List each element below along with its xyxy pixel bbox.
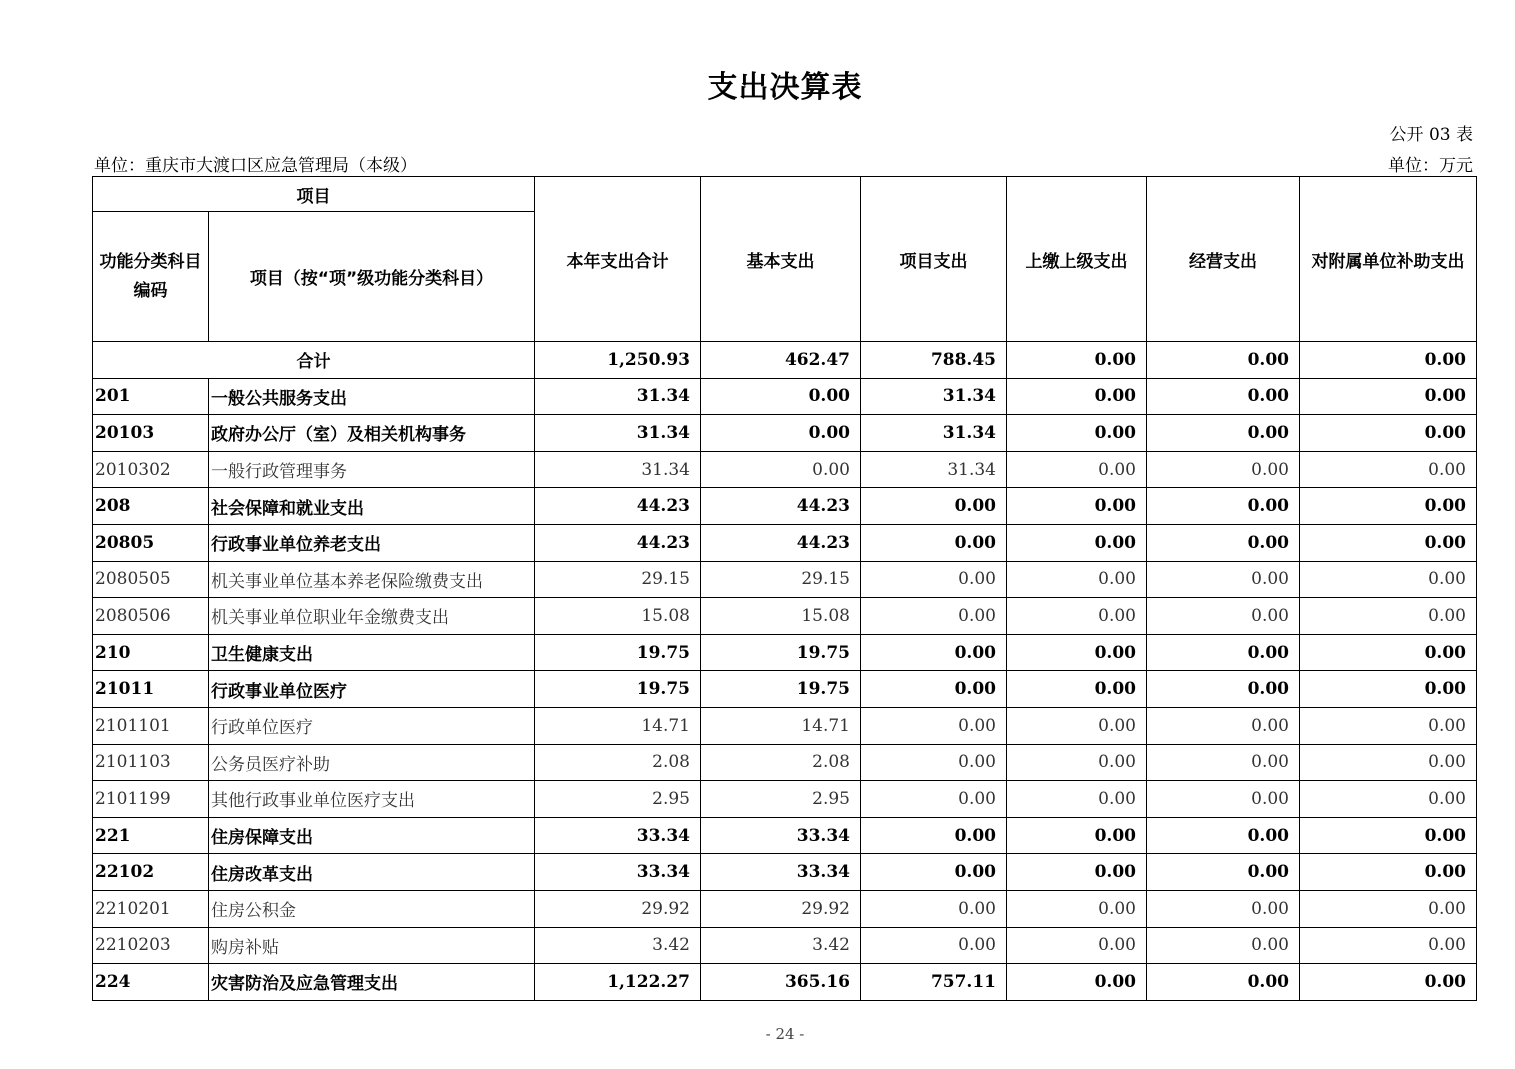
row-project-exp: 0.00 [861, 561, 1007, 598]
total-business: 0.00 [1147, 342, 1300, 379]
header-item: 项目（按“项”级功能分类科目） [209, 212, 535, 342]
row-total: 14.71 [535, 707, 701, 744]
row-total: 29.15 [535, 561, 701, 598]
row-code: 20805 [93, 524, 209, 561]
row-business: 0.00 [1147, 927, 1300, 964]
row-business: 0.00 [1147, 781, 1300, 818]
row-upper: 0.00 [1007, 781, 1147, 818]
row-upper: 0.00 [1007, 890, 1147, 927]
row-name: 公务员医疗补助 [209, 744, 535, 781]
row-code: 20103 [93, 415, 209, 452]
total-total: 1,250.93 [535, 342, 701, 379]
total-basic: 462.47 [701, 342, 861, 379]
total-subsidy: 0.00 [1300, 342, 1477, 379]
row-upper: 0.00 [1007, 524, 1147, 561]
row-name: 政府办公厅（室）及相关机构事务 [209, 415, 535, 452]
total-upper: 0.00 [1007, 342, 1147, 379]
total-project-expense: 788.45 [861, 342, 1007, 379]
row-project-exp: 0.00 [861, 854, 1007, 891]
row-code: 2101199 [93, 781, 209, 818]
row-project-exp: 0.00 [861, 524, 1007, 561]
row-basic: 14.71 [701, 707, 861, 744]
table-row [93, 598, 1477, 635]
row-basic: 19.75 [701, 671, 861, 708]
row-basic: 29.15 [701, 561, 861, 598]
row-total: 3.42 [535, 927, 701, 964]
table-row [93, 524, 1477, 561]
row-business: 0.00 [1147, 488, 1300, 525]
row-basic: 2.95 [701, 781, 861, 818]
row-basic: 44.23 [701, 488, 861, 525]
row-business: 0.00 [1147, 378, 1300, 415]
row-subsidy: 0.00 [1300, 451, 1477, 488]
row-basic: 15.08 [701, 598, 861, 635]
header-project-expense: 项目支出 [861, 177, 1007, 342]
header-subsidy: 对附属单位补助支出 [1300, 177, 1477, 342]
row-project-exp: 0.00 [861, 744, 1007, 781]
row-project-exp: 0.00 [861, 634, 1007, 671]
table-row [93, 854, 1477, 891]
row-code: 2101101 [93, 707, 209, 744]
table-row [93, 817, 1477, 854]
row-upper: 0.00 [1007, 707, 1147, 744]
row-project-exp: 0.00 [861, 671, 1007, 708]
table-row [93, 744, 1477, 781]
table-row [93, 415, 1477, 452]
row-business: 0.00 [1147, 524, 1300, 561]
row-basic: 0.00 [701, 451, 861, 488]
unit-organization: 单位：重庆市大渡口区应急管理局（本级） [94, 156, 417, 176]
row-business: 0.00 [1147, 817, 1300, 854]
row-business: 0.00 [1147, 854, 1300, 891]
row-upper: 0.00 [1007, 634, 1147, 671]
form-number: 公开 03 表 [1389, 125, 1473, 145]
row-project-exp: 31.34 [861, 378, 1007, 415]
table-row [93, 781, 1477, 818]
row-project-exp: 31.34 [861, 415, 1007, 452]
page-title: 支出决算表 [707, 70, 863, 105]
row-subsidy: 0.00 [1300, 634, 1477, 671]
row-business: 0.00 [1147, 707, 1300, 744]
row-upper: 0.00 [1007, 744, 1147, 781]
row-subsidy: 0.00 [1300, 598, 1477, 635]
row-basic: 0.00 [701, 415, 861, 452]
row-name: 机关事业单位基本养老保险缴费支出 [209, 561, 535, 598]
row-name: 行政事业单位养老支出 [209, 524, 535, 561]
row-basic: 2.08 [701, 744, 861, 781]
row-upper: 0.00 [1007, 964, 1147, 1001]
table-row [93, 561, 1477, 598]
table-row [93, 707, 1477, 744]
row-basic: 0.00 [701, 378, 861, 415]
row-business: 0.00 [1147, 964, 1300, 1001]
row-upper: 0.00 [1007, 488, 1147, 525]
row-business: 0.00 [1147, 744, 1300, 781]
row-project-exp: 0.00 [861, 781, 1007, 818]
row-basic: 3.42 [701, 927, 861, 964]
row-subsidy: 0.00 [1300, 781, 1477, 818]
row-name: 一般行政管理事务 [209, 451, 535, 488]
row-subsidy: 0.00 [1300, 671, 1477, 708]
row-subsidy: 0.00 [1300, 415, 1477, 452]
row-upper: 0.00 [1007, 415, 1147, 452]
row-total: 15.08 [535, 598, 701, 635]
row-total: 19.75 [535, 634, 701, 671]
row-business: 0.00 [1147, 598, 1300, 635]
total-row [93, 342, 1477, 379]
row-subsidy: 0.00 [1300, 561, 1477, 598]
row-project-exp: 0.00 [861, 488, 1007, 525]
row-subsidy: 0.00 [1300, 707, 1477, 744]
row-business: 0.00 [1147, 415, 1300, 452]
row-code: 2210203 [93, 927, 209, 964]
row-total: 31.34 [535, 415, 701, 452]
row-project-exp: 0.00 [861, 817, 1007, 854]
table-row [93, 451, 1477, 488]
row-upper: 0.00 [1007, 561, 1147, 598]
row-code: 221 [93, 817, 209, 854]
table-row [93, 890, 1477, 927]
row-subsidy: 0.00 [1300, 524, 1477, 561]
row-total: 2.08 [535, 744, 701, 781]
row-code: 2210201 [93, 890, 209, 927]
row-name: 行政单位医疗 [209, 707, 535, 744]
row-total: 44.23 [535, 488, 701, 525]
row-subsidy: 0.00 [1300, 927, 1477, 964]
row-basic: 44.23 [701, 524, 861, 561]
table-row [93, 671, 1477, 708]
row-business: 0.00 [1147, 890, 1300, 927]
unit-currency: 单位：万元 [1388, 156, 1473, 176]
row-project-exp: 0.00 [861, 598, 1007, 635]
row-code: 208 [93, 488, 209, 525]
row-upper: 0.00 [1007, 854, 1147, 891]
row-total: 2.95 [535, 781, 701, 818]
row-code: 224 [93, 964, 209, 1001]
row-subsidy: 0.00 [1300, 744, 1477, 781]
row-business: 0.00 [1147, 561, 1300, 598]
row-name: 灾害防治及应急管理支出 [209, 964, 535, 1001]
row-subsidy: 0.00 [1300, 378, 1477, 415]
row-business: 0.00 [1147, 634, 1300, 671]
row-basic: 33.34 [701, 854, 861, 891]
row-code: 2080506 [93, 598, 209, 635]
row-name: 购房补贴 [209, 927, 535, 964]
header-total: 本年支出合计 [535, 177, 701, 342]
row-basic: 33.34 [701, 817, 861, 854]
header-business: 经营支出 [1147, 177, 1300, 342]
row-basic: 365.16 [701, 964, 861, 1001]
row-basic: 19.75 [701, 634, 861, 671]
total-label: 合计 [93, 342, 535, 379]
row-code: 201 [93, 378, 209, 415]
row-name: 一般公共服务支出 [209, 378, 535, 415]
row-total: 44.23 [535, 524, 701, 561]
table-row [93, 927, 1477, 964]
header-upper: 上缴上级支出 [1007, 177, 1147, 342]
table-row [93, 634, 1477, 671]
header-project: 项目 [93, 177, 535, 212]
expenditure-table [92, 176, 1477, 1001]
row-name: 机关事业单位职业年金缴费支出 [209, 598, 535, 635]
row-upper: 0.00 [1007, 927, 1147, 964]
row-subsidy: 0.00 [1300, 488, 1477, 525]
row-name: 社会保障和就业支出 [209, 488, 535, 525]
row-business: 0.00 [1147, 671, 1300, 708]
row-upper: 0.00 [1007, 378, 1147, 415]
row-code: 2010302 [93, 451, 209, 488]
row-total: 1,122.27 [535, 964, 701, 1001]
header-code: 功能分类科目编码 [93, 212, 209, 342]
table-row [93, 964, 1477, 1001]
row-subsidy: 0.00 [1300, 817, 1477, 854]
row-name: 住房保障支出 [209, 817, 535, 854]
row-upper: 0.00 [1007, 817, 1147, 854]
row-subsidy: 0.00 [1300, 964, 1477, 1001]
row-project-exp: 31.34 [861, 451, 1007, 488]
row-project-exp: 0.00 [861, 890, 1007, 927]
row-business: 0.00 [1147, 451, 1300, 488]
row-name: 住房公积金 [209, 890, 535, 927]
row-code: 21011 [93, 671, 209, 708]
row-name: 住房改革支出 [209, 854, 535, 891]
row-total: 31.34 [535, 451, 701, 488]
header-basic: 基本支出 [701, 177, 861, 342]
row-code: 22102 [93, 854, 209, 891]
row-name: 行政事业单位医疗 [209, 671, 535, 708]
row-upper: 0.00 [1007, 671, 1147, 708]
page-number: - 24 - [765, 1025, 805, 1043]
row-code: 210 [93, 634, 209, 671]
row-total: 33.34 [535, 817, 701, 854]
row-subsidy: 0.00 [1300, 854, 1477, 891]
row-name: 卫生健康支出 [209, 634, 535, 671]
table-row [93, 378, 1477, 415]
row-upper: 0.00 [1007, 451, 1147, 488]
row-subsidy: 0.00 [1300, 890, 1477, 927]
row-total: 29.92 [535, 890, 701, 927]
row-name: 其他行政事业单位医疗支出 [209, 781, 535, 818]
table-row [93, 488, 1477, 525]
row-total: 33.34 [535, 854, 701, 891]
row-code: 2080505 [93, 561, 209, 598]
row-total: 19.75 [535, 671, 701, 708]
row-upper: 0.00 [1007, 598, 1147, 635]
row-project-exp: 0.00 [861, 707, 1007, 744]
row-total: 31.34 [535, 378, 701, 415]
row-basic: 29.92 [701, 890, 861, 927]
row-code: 2101103 [93, 744, 209, 781]
row-project-exp: 0.00 [861, 927, 1007, 964]
row-project-exp: 757.11 [861, 964, 1007, 1001]
